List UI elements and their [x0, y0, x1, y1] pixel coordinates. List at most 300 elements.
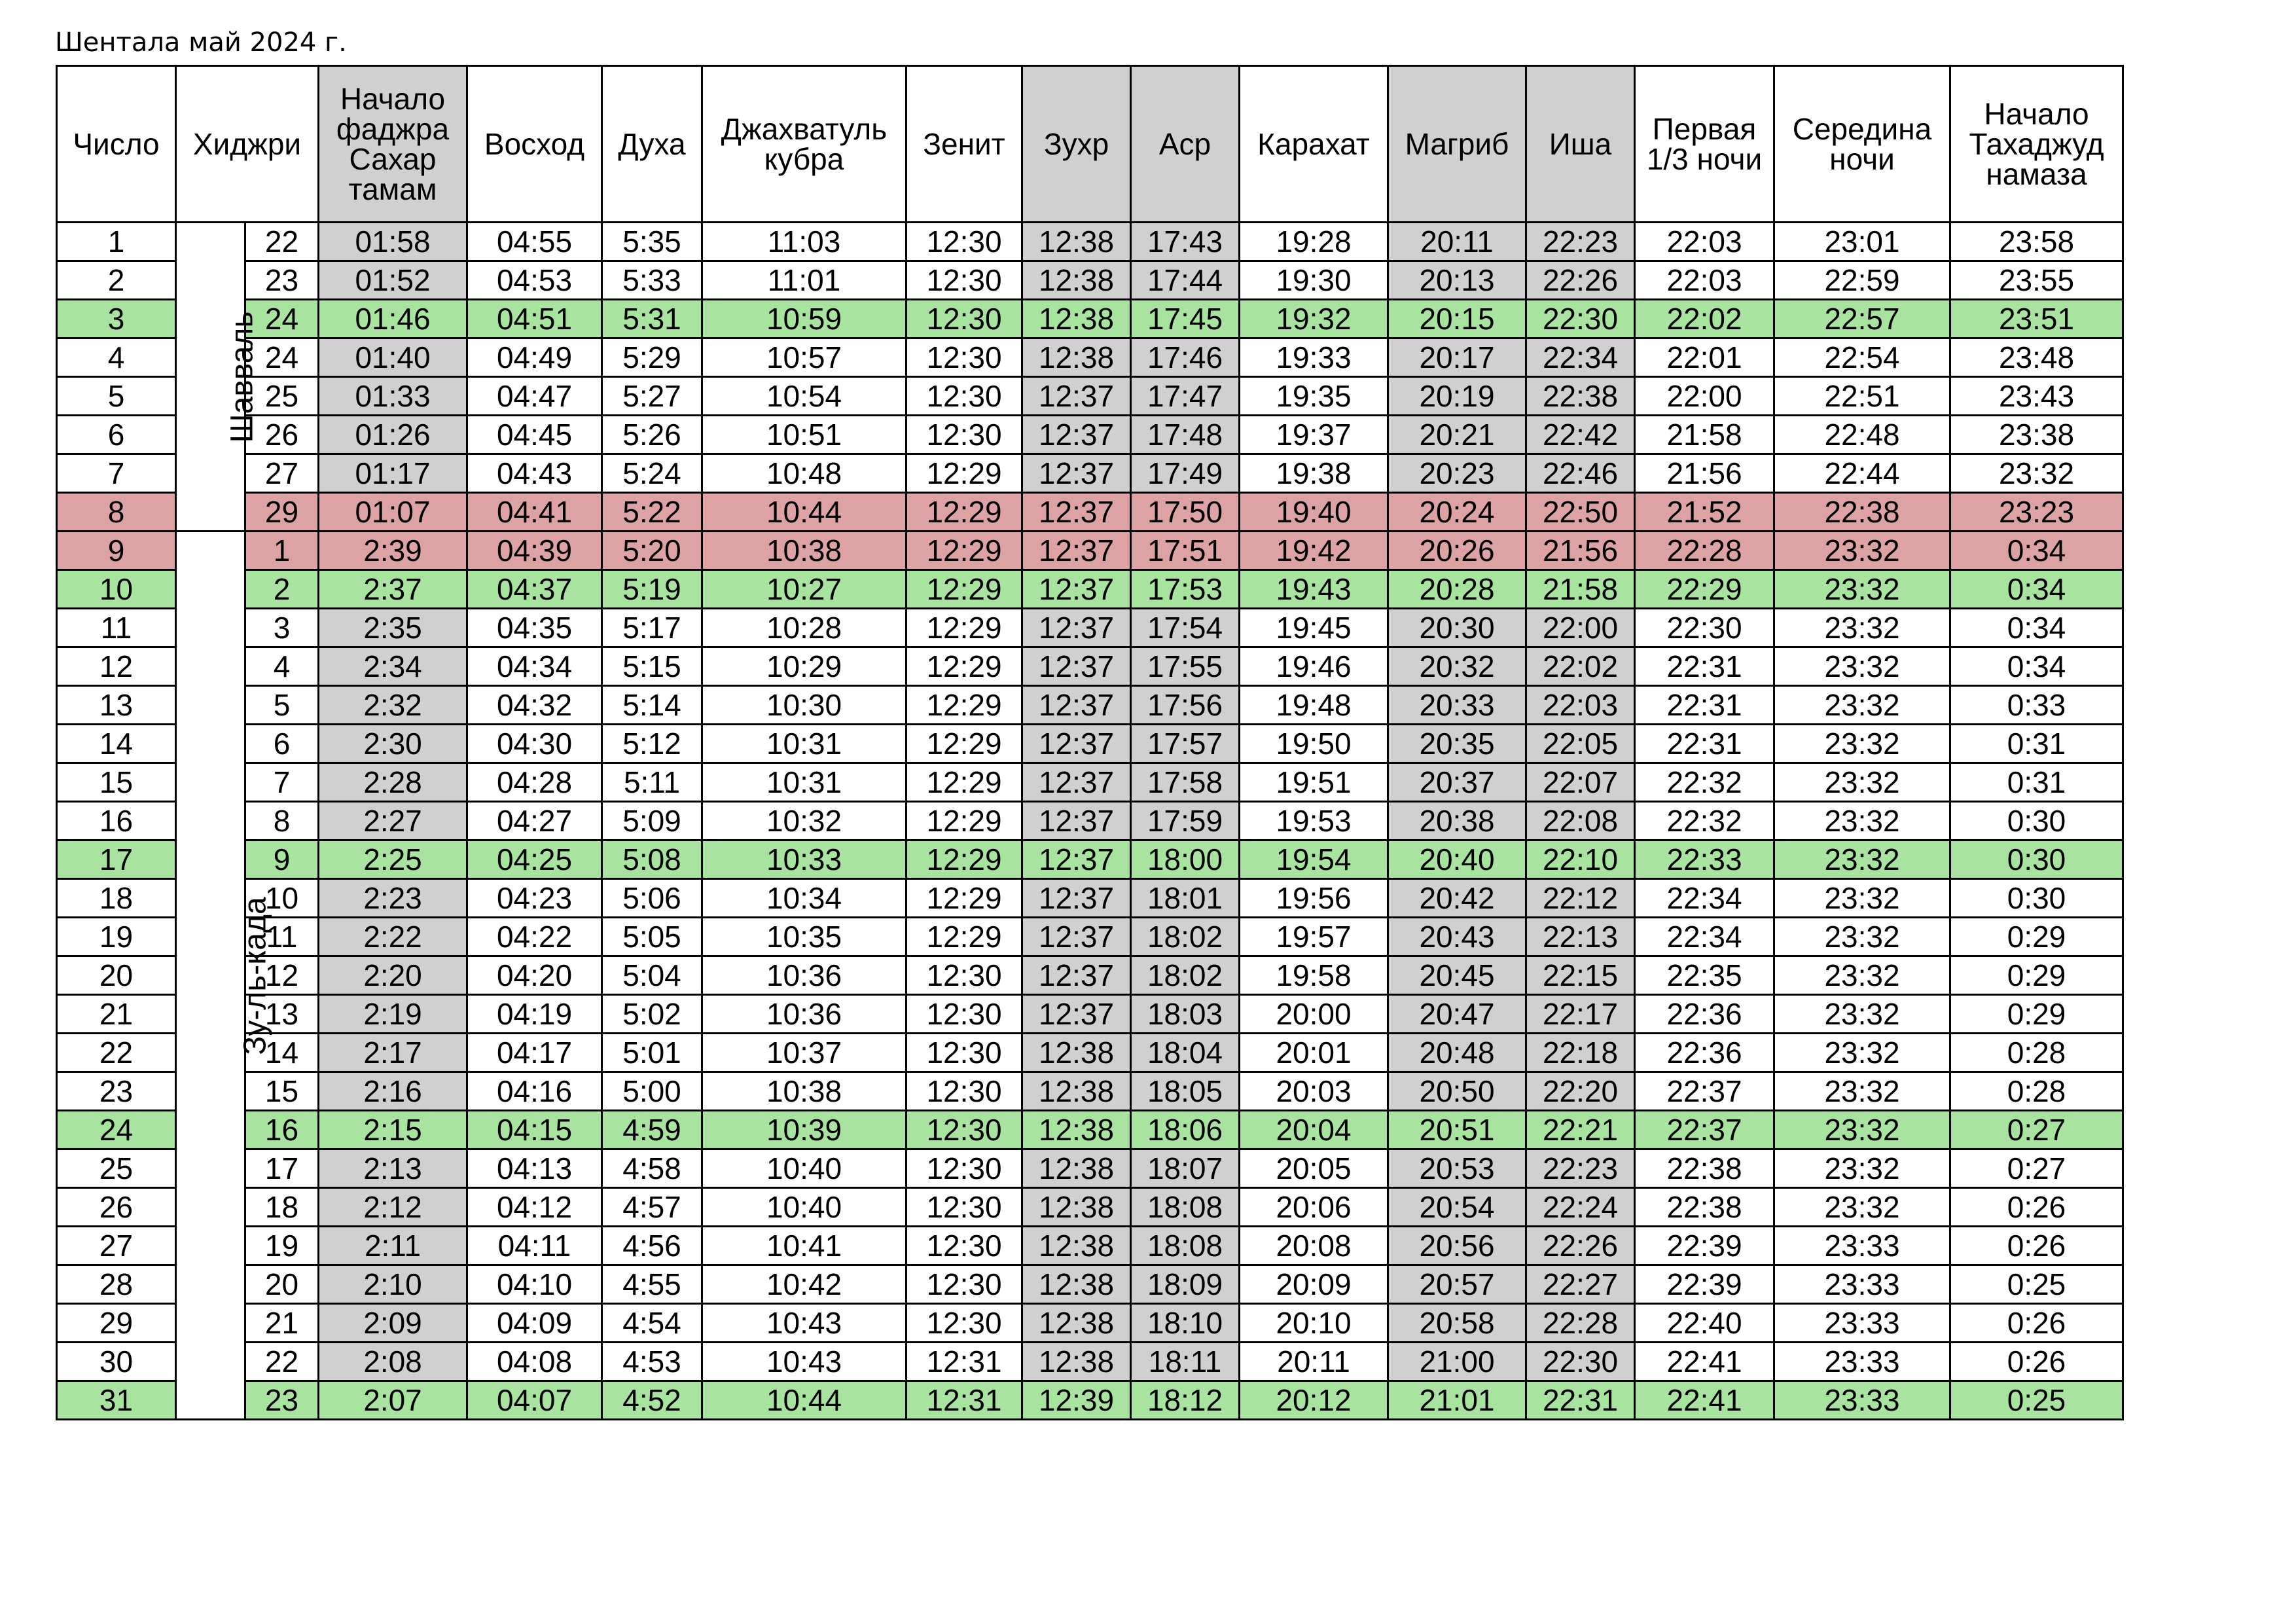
cell-karahat: 19:48: [1240, 686, 1388, 725]
cell-fajr: 2:07: [319, 1381, 467, 1420]
cell-asr: 18:00: [1131, 840, 1240, 879]
cell-duha: 5:19: [602, 570, 702, 609]
table-row: [57, 647, 2123, 686]
cell-zenith: 12:29: [906, 686, 1022, 725]
cell-tahajjud: 23:58: [1950, 223, 2123, 261]
cell-sunrise: 04:39: [467, 532, 602, 570]
cell-duha: 5:22: [602, 493, 702, 532]
cell-zenith: 12:30: [906, 1034, 1022, 1072]
cell-hijri: 19: [245, 1227, 319, 1265]
table-row: [57, 609, 2123, 647]
cell-first-third: 22:39: [1635, 1227, 1774, 1265]
cell-midnight: 23:32: [1774, 570, 1950, 609]
cell-fajr: 01:58: [319, 223, 467, 261]
cell-hijri: 20: [245, 1265, 319, 1304]
cell-tahajjud: 23:23: [1950, 493, 2123, 532]
cell-day: 22: [57, 1034, 176, 1072]
cell-asr: 17:43: [1131, 223, 1240, 261]
cell-isha: 22:12: [1526, 879, 1635, 918]
cell-first-third: 22:35: [1635, 956, 1774, 995]
cell-karahat: 19:54: [1240, 840, 1388, 879]
cell-asr: 17:47: [1131, 377, 1240, 416]
table-row: [57, 1304, 2123, 1343]
cell-zenith: 12:30: [906, 1111, 1022, 1149]
cell-duha: 5:17: [602, 609, 702, 647]
cell-zenith: 12:30: [906, 261, 1022, 300]
cell-maghrib: 20:35: [1388, 725, 1526, 763]
cell-sunrise: 04:12: [467, 1188, 602, 1227]
cell-dhahwa: 10:43: [702, 1304, 906, 1343]
cell-zenith: 12:30: [906, 300, 1022, 338]
cell-dhahwa: 10:27: [702, 570, 906, 609]
cell-midnight: 23:33: [1774, 1343, 1950, 1381]
cell-duha: 5:15: [602, 647, 702, 686]
cell-karahat: 20:05: [1240, 1149, 1388, 1188]
cell-duha: 5:29: [602, 338, 702, 377]
cell-zenith: 12:29: [906, 570, 1022, 609]
cell-day: 23: [57, 1072, 176, 1111]
table-row: [57, 1227, 2123, 1265]
cell-dhuhr: 12:38: [1022, 1265, 1131, 1304]
header-row: [57, 66, 2123, 223]
cell-tahajjud: 0:25: [1950, 1381, 2123, 1420]
cell-duha: 4:57: [602, 1188, 702, 1227]
cell-asr: 18:09: [1131, 1265, 1240, 1304]
cell-day: 20: [57, 956, 176, 995]
cell-isha: 21:56: [1526, 532, 1635, 570]
cell-fajr: 2:30: [319, 725, 467, 763]
cell-asr: 17:57: [1131, 725, 1240, 763]
cell-hijri: 4: [245, 647, 319, 686]
cell-fajr: 2:19: [319, 995, 467, 1034]
cell-tahajjud: 23:32: [1950, 454, 2123, 493]
cell-tahajjud: 23:48: [1950, 338, 2123, 377]
cell-maghrib: 20:42: [1388, 879, 1526, 918]
cell-first-third: 22:32: [1635, 763, 1774, 802]
table-row: [57, 570, 2123, 609]
cell-karahat: 19:45: [1240, 609, 1388, 647]
table-row: [57, 1343, 2123, 1381]
cell-zenith: 12:29: [906, 454, 1022, 493]
header-hijri: Хиджри: [176, 66, 319, 223]
cell-duha: 5:26: [602, 416, 702, 454]
header-first-third: Первая 1/3 ночи: [1635, 66, 1774, 223]
cell-tahajjud: 0:28: [1950, 1072, 2123, 1111]
cell-day: 19: [57, 918, 176, 956]
cell-midnight: 23:32: [1774, 763, 1950, 802]
cell-day: 17: [57, 840, 176, 879]
cell-duha: 5:12: [602, 725, 702, 763]
cell-first-third: 22:34: [1635, 918, 1774, 956]
cell-first-third: 22:03: [1635, 261, 1774, 300]
cell-midnight: 22:54: [1774, 338, 1950, 377]
cell-first-third: 22:40: [1635, 1304, 1774, 1343]
cell-first-third: 22:31: [1635, 686, 1774, 725]
cell-tahajjud: 0:34: [1950, 647, 2123, 686]
cell-maghrib: 20:45: [1388, 956, 1526, 995]
cell-duha: 5:24: [602, 454, 702, 493]
cell-hijri: 2: [245, 570, 319, 609]
cell-hijri: 10: [245, 879, 319, 918]
cell-dhuhr: 12:37: [1022, 879, 1131, 918]
cell-sunrise: 04:43: [467, 454, 602, 493]
cell-asr: 17:44: [1131, 261, 1240, 300]
cell-zenith: 12:30: [906, 956, 1022, 995]
document-title: Шентала май 2024 г.: [55, 27, 347, 58]
cell-midnight: 23:32: [1774, 995, 1950, 1034]
cell-duha: 4:58: [602, 1149, 702, 1188]
cell-dhahwa: 10:41: [702, 1227, 906, 1265]
cell-midnight: 23:32: [1774, 725, 1950, 763]
cell-duha: 5:02: [602, 995, 702, 1034]
cell-maghrib: 20:51: [1388, 1111, 1526, 1149]
cell-fajr: 2:27: [319, 802, 467, 840]
cell-dhahwa: 10:38: [702, 1072, 906, 1111]
table-row: [57, 1188, 2123, 1227]
cell-duha: 5:31: [602, 300, 702, 338]
cell-dhahwa: 10:40: [702, 1149, 906, 1188]
cell-asr: 18:03: [1131, 995, 1240, 1034]
cell-dhahwa: 11:01: [702, 261, 906, 300]
cell-duha: 4:52: [602, 1381, 702, 1420]
cell-zenith: 12:30: [906, 223, 1022, 261]
cell-isha: 22:21: [1526, 1111, 1635, 1149]
cell-sunrise: 04:22: [467, 918, 602, 956]
cell-duha: 5:00: [602, 1072, 702, 1111]
table-row: [57, 454, 2123, 493]
cell-maghrib: 20:58: [1388, 1304, 1526, 1343]
cell-day: 29: [57, 1304, 176, 1343]
cell-zenith: 12:29: [906, 802, 1022, 840]
cell-day: 21: [57, 995, 176, 1034]
cell-day: 12: [57, 647, 176, 686]
cell-midnight: 23:32: [1774, 532, 1950, 570]
cell-duha: 5:05: [602, 918, 702, 956]
cell-first-third: 22:00: [1635, 377, 1774, 416]
table-body: [57, 223, 2123, 1420]
header-dhuhr: Зухр: [1022, 66, 1131, 223]
cell-maghrib: 20:24: [1388, 493, 1526, 532]
cell-zenith: 12:29: [906, 879, 1022, 918]
cell-first-third: 22:03: [1635, 223, 1774, 261]
cell-asr: 17:53: [1131, 570, 1240, 609]
cell-dhahwa: 10:31: [702, 725, 906, 763]
cell-hijri: 23: [245, 1381, 319, 1420]
cell-sunrise: 04:17: [467, 1034, 602, 1072]
cell-isha: 22:42: [1526, 416, 1635, 454]
cell-sunrise: 04:13: [467, 1149, 602, 1188]
cell-hijri: 14: [245, 1034, 319, 1072]
header-isha: Иша: [1526, 66, 1635, 223]
cell-first-third: 21:52: [1635, 493, 1774, 532]
cell-fajr: 01:33: [319, 377, 467, 416]
cell-asr: 18:12: [1131, 1381, 1240, 1420]
cell-isha: 22:50: [1526, 493, 1635, 532]
table-row: [57, 416, 2123, 454]
cell-isha: 22:18: [1526, 1034, 1635, 1072]
cell-karahat: 19:46: [1240, 647, 1388, 686]
cell-zenith: 12:30: [906, 338, 1022, 377]
cell-sunrise: 04:11: [467, 1227, 602, 1265]
cell-fajr: 2:37: [319, 570, 467, 609]
cell-isha: 22:13: [1526, 918, 1635, 956]
cell-maghrib: 20:17: [1388, 338, 1526, 377]
cell-tahajjud: 0:34: [1950, 570, 2123, 609]
table-row: [57, 1072, 2123, 1111]
cell-fajr: 2:35: [319, 609, 467, 647]
cell-sunrise: 04:45: [467, 416, 602, 454]
cell-isha: 21:58: [1526, 570, 1635, 609]
cell-zenith: 12:30: [906, 416, 1022, 454]
cell-asr: 18:08: [1131, 1227, 1240, 1265]
cell-asr: 17:55: [1131, 647, 1240, 686]
cell-zenith: 12:29: [906, 493, 1022, 532]
cell-dhuhr: 12:37: [1022, 647, 1131, 686]
cell-isha: 22:05: [1526, 725, 1635, 763]
cell-tahajjud: 0:26: [1950, 1188, 2123, 1227]
cell-fajr: 01:52: [319, 261, 467, 300]
cell-dhuhr: 12:37: [1022, 918, 1131, 956]
cell-isha: 22:27: [1526, 1265, 1635, 1304]
cell-fajr: 2:15: [319, 1111, 467, 1149]
cell-duha: 4:56: [602, 1227, 702, 1265]
cell-dhuhr: 12:38: [1022, 1149, 1131, 1188]
cell-first-third: 22:39: [1635, 1265, 1774, 1304]
cell-zenith: 12:30: [906, 1304, 1022, 1343]
hijri-month-cell: [176, 223, 260, 532]
cell-karahat: 19:40: [1240, 493, 1388, 532]
cell-karahat: 20:10: [1240, 1304, 1388, 1343]
cell-karahat: 19:50: [1240, 725, 1388, 763]
cell-karahat: 19:53: [1240, 802, 1388, 840]
cell-dhahwa: 10:51: [702, 416, 906, 454]
cell-midnight: 23:32: [1774, 647, 1950, 686]
cell-hijri: 5: [245, 686, 319, 725]
cell-asr: 18:01: [1131, 879, 1240, 918]
cell-fajr: 2:25: [319, 840, 467, 879]
cell-dhahwa: 10:42: [702, 1265, 906, 1304]
cell-fajr: 2:10: [319, 1265, 467, 1304]
cell-zenith: 12:30: [906, 995, 1022, 1034]
table-row: [57, 377, 2123, 416]
cell-hijri: 23: [245, 261, 319, 300]
cell-karahat: 20:09: [1240, 1265, 1388, 1304]
cell-karahat: 19:35: [1240, 377, 1388, 416]
cell-hijri: 25: [245, 377, 319, 416]
cell-dhuhr: 12:38: [1022, 1227, 1131, 1265]
header-tahajjud: Начало Тахаджуд намаза: [1950, 66, 2123, 223]
cell-duha: 5:11: [602, 763, 702, 802]
cell-hijri: 17: [245, 1149, 319, 1188]
table-row: [57, 338, 2123, 377]
cell-fajr: 2:17: [319, 1034, 467, 1072]
prayer-times-table: [56, 65, 2124, 1420]
cell-midnight: 23:33: [1774, 1265, 1950, 1304]
cell-midnight: 22:59: [1774, 261, 1950, 300]
cell-fajr: 2:09: [319, 1304, 467, 1343]
cell-dhuhr: 12:37: [1022, 686, 1131, 725]
cell-karahat: 19:30: [1240, 261, 1388, 300]
cell-midnight: 23:33: [1774, 1227, 1950, 1265]
cell-zenith: 12:30: [906, 1227, 1022, 1265]
header-zenith: Зенит: [906, 66, 1022, 223]
cell-hijri: 22: [245, 1343, 319, 1381]
cell-maghrib: 20:32: [1388, 647, 1526, 686]
cell-duha: 4:54: [602, 1304, 702, 1343]
cell-zenith: 12:30: [906, 1149, 1022, 1188]
cell-dhahwa: 10:35: [702, 918, 906, 956]
cell-tahajjud: 0:34: [1950, 609, 2123, 647]
cell-maghrib: 20:57: [1388, 1265, 1526, 1304]
cell-sunrise: 04:37: [467, 570, 602, 609]
cell-dhahwa: 10:37: [702, 1034, 906, 1072]
cell-isha: 22:00: [1526, 609, 1635, 647]
cell-dhuhr: 12:38: [1022, 1304, 1131, 1343]
cell-sunrise: 04:53: [467, 261, 602, 300]
cell-dhuhr: 12:37: [1022, 609, 1131, 647]
cell-isha: 22:08: [1526, 802, 1635, 840]
cell-hijri: 21: [245, 1304, 319, 1343]
cell-karahat: 19:33: [1240, 338, 1388, 377]
cell-sunrise: 04:19: [467, 995, 602, 1034]
cell-dhuhr: 12:38: [1022, 1072, 1131, 1111]
cell-zenith: 12:30: [906, 1265, 1022, 1304]
cell-isha: 22:31: [1526, 1381, 1635, 1420]
cell-midnight: 23:32: [1774, 686, 1950, 725]
cell-tahajjud: 0:27: [1950, 1149, 2123, 1188]
cell-isha: 22:28: [1526, 1304, 1635, 1343]
cell-karahat: 20:01: [1240, 1034, 1388, 1072]
cell-asr: 17:45: [1131, 300, 1240, 338]
table-row: [57, 995, 2123, 1034]
cell-day: 31: [57, 1381, 176, 1420]
cell-first-third: 22:29: [1635, 570, 1774, 609]
cell-fajr: 01:26: [319, 416, 467, 454]
cell-sunrise: 04:30: [467, 725, 602, 763]
cell-sunrise: 04:07: [467, 1381, 602, 1420]
cell-tahajjud: 0:25: [1950, 1265, 2123, 1304]
cell-hijri: 16: [245, 1111, 319, 1149]
cell-dhahwa: 10:43: [702, 1343, 906, 1381]
cell-dhahwa: 10:33: [702, 840, 906, 879]
cell-day: 5: [57, 377, 176, 416]
cell-dhahwa: 10:39: [702, 1111, 906, 1149]
cell-midnight: 23:32: [1774, 802, 1950, 840]
cell-zenith: 12:31: [906, 1343, 1022, 1381]
cell-isha: 22:10: [1526, 840, 1635, 879]
cell-hijri: 1: [245, 532, 319, 570]
cell-midnight: 23:32: [1774, 1034, 1950, 1072]
cell-dhahwa: 10:34: [702, 879, 906, 918]
cell-hijri: 24: [245, 300, 319, 338]
cell-isha: 22:26: [1526, 261, 1635, 300]
cell-tahajjud: 0:27: [1950, 1111, 2123, 1149]
cell-asr: 17:46: [1131, 338, 1240, 377]
cell-asr: 17:54: [1131, 609, 1240, 647]
cell-fajr: 01:46: [319, 300, 467, 338]
header-maghrib: Магриб: [1388, 66, 1526, 223]
cell-asr: 18:07: [1131, 1149, 1240, 1188]
cell-sunrise: 04:41: [467, 493, 602, 532]
cell-dhahwa: 10:54: [702, 377, 906, 416]
cell-maghrib: 20:21: [1388, 416, 1526, 454]
cell-fajr: 2:22: [319, 918, 467, 956]
cell-duha: 4:55: [602, 1265, 702, 1304]
cell-maghrib: 20:50: [1388, 1072, 1526, 1111]
cell-midnight: 23:32: [1774, 1149, 1950, 1188]
cell-day: 7: [57, 454, 176, 493]
cell-dhuhr: 12:37: [1022, 377, 1131, 416]
cell-maghrib: 20:26: [1388, 532, 1526, 570]
cell-dhuhr: 12:38: [1022, 1034, 1131, 1072]
cell-tahajjud: 0:31: [1950, 725, 2123, 763]
hijri-month-name: Шавваль: [224, 311, 260, 443]
cell-maghrib: 20:48: [1388, 1034, 1526, 1072]
cell-sunrise: 04:09: [467, 1304, 602, 1343]
cell-first-third: 22:36: [1635, 995, 1774, 1034]
cell-midnight: 23:32: [1774, 956, 1950, 995]
cell-tahajjud: 0:26: [1950, 1304, 2123, 1343]
cell-midnight: 23:32: [1774, 609, 1950, 647]
cell-day: 11: [57, 609, 176, 647]
cell-fajr: 01:07: [319, 493, 467, 532]
header-dhahwa: Джахватуль кубра: [702, 66, 906, 223]
cell-maghrib: 20:15: [1388, 300, 1526, 338]
cell-sunrise: 04:47: [467, 377, 602, 416]
cell-sunrise: 04:20: [467, 956, 602, 995]
cell-duha: 5:35: [602, 223, 702, 261]
cell-dhuhr: 12:37: [1022, 725, 1131, 763]
cell-isha: 22:30: [1526, 300, 1635, 338]
cell-midnight: 22:51: [1774, 377, 1950, 416]
cell-first-third: 22:02: [1635, 300, 1774, 338]
cell-hijri: 7: [245, 763, 319, 802]
cell-fajr: 2:11: [319, 1227, 467, 1265]
cell-karahat: 19:28: [1240, 223, 1388, 261]
cell-dhahwa: 10:29: [702, 647, 906, 686]
table-row: [57, 261, 2123, 300]
cell-tahajjud: 0:29: [1950, 918, 2123, 956]
cell-dhuhr: 12:37: [1022, 956, 1131, 995]
cell-dhahwa: 10:38: [702, 532, 906, 570]
cell-duha: 5:06: [602, 879, 702, 918]
cell-tahajjud: 0:34: [1950, 532, 2123, 570]
cell-maghrib: 20:40: [1388, 840, 1526, 879]
cell-hijri: 3: [245, 609, 319, 647]
cell-maghrib: 20:28: [1388, 570, 1526, 609]
cell-maghrib: 20:53: [1388, 1149, 1526, 1188]
cell-day: 2: [57, 261, 176, 300]
cell-dhahwa: 10:40: [702, 1188, 906, 1227]
cell-first-third: 22:01: [1635, 338, 1774, 377]
cell-dhuhr: 12:37: [1022, 763, 1131, 802]
cell-day: 6: [57, 416, 176, 454]
cell-karahat: 19:43: [1240, 570, 1388, 609]
cell-dhahwa: 10:59: [702, 300, 906, 338]
cell-tahajjud: 23:51: [1950, 300, 2123, 338]
table-row: [57, 1149, 2123, 1188]
header-asr: Аср: [1131, 66, 1240, 223]
cell-midnight: 23:01: [1774, 223, 1950, 261]
cell-sunrise: 04:08: [467, 1343, 602, 1381]
cell-karahat: 19:32: [1240, 300, 1388, 338]
cell-tahajjud: 0:29: [1950, 995, 2123, 1034]
cell-day: 1: [57, 223, 176, 261]
cell-maghrib: 20:13: [1388, 261, 1526, 300]
cell-duha: 5:27: [602, 377, 702, 416]
cell-first-third: 22:37: [1635, 1111, 1774, 1149]
cell-duha: 5:14: [602, 686, 702, 725]
